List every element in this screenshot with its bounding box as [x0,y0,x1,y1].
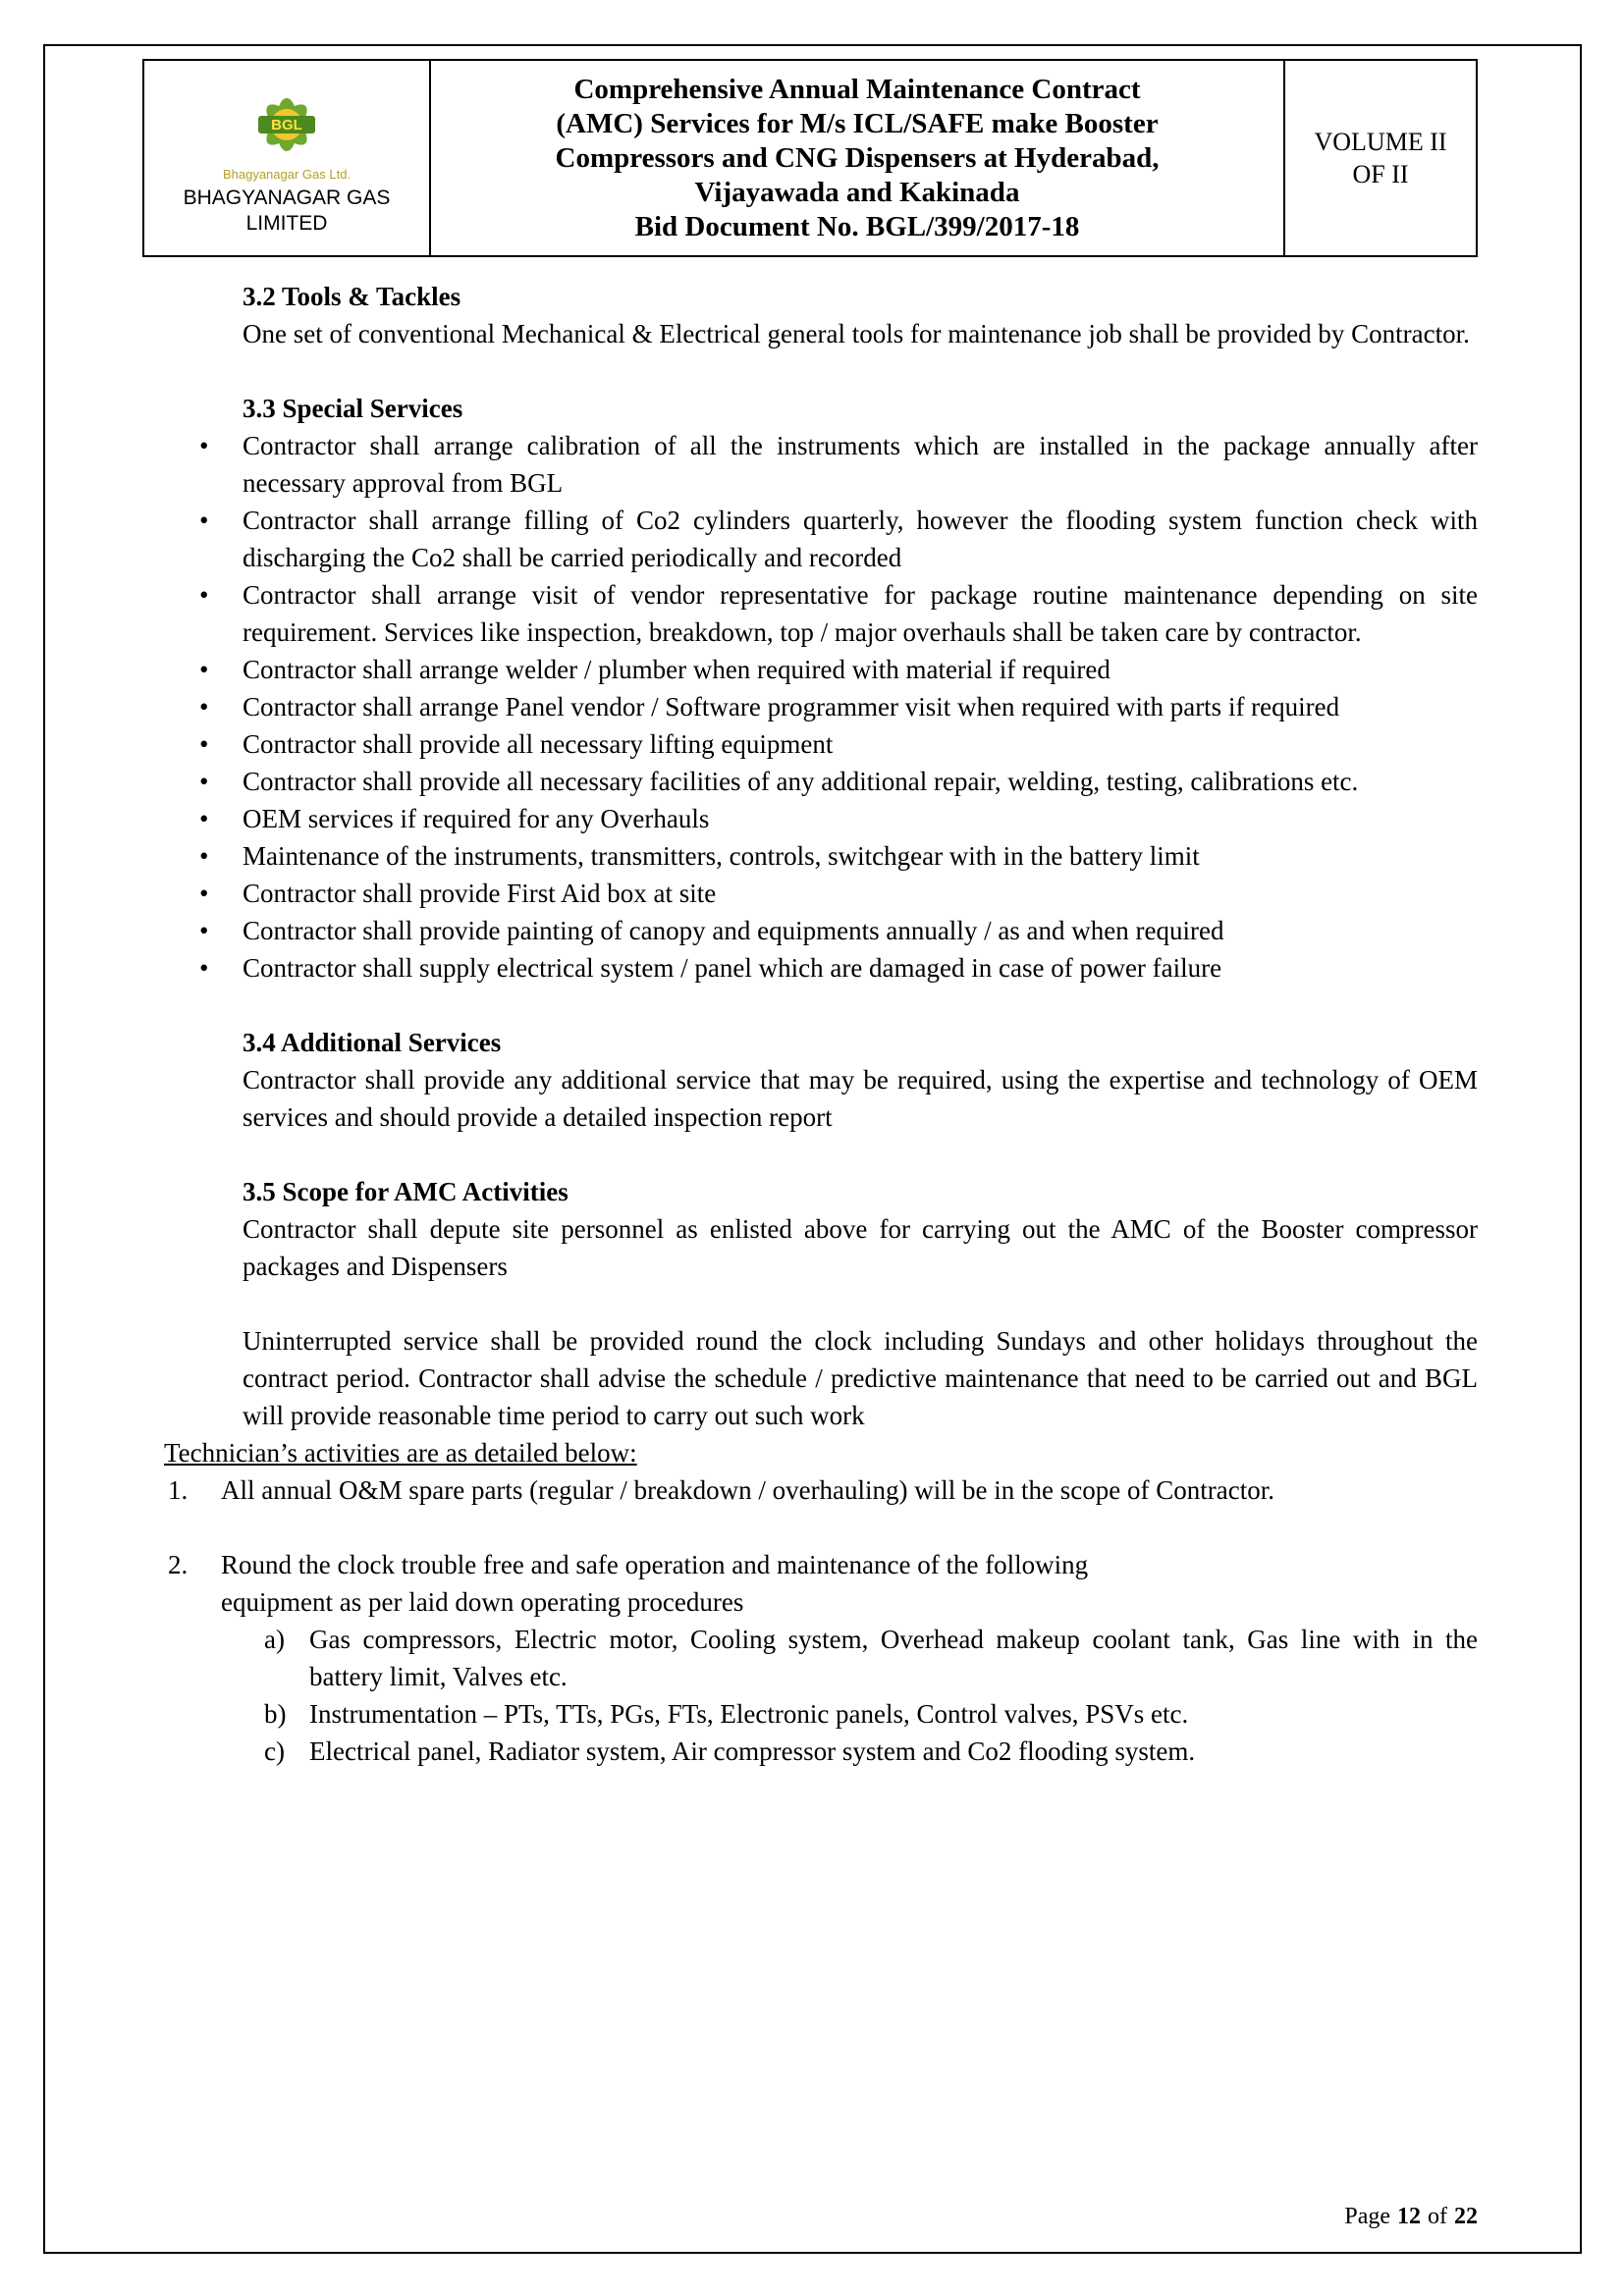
company-name [184,186,391,237]
bullet-item [164,688,1478,725]
bullet-item [164,949,1478,987]
section-gap [164,1136,1478,1173]
title-line-1: Comprehensive Annual Maintenance Contract [573,73,1141,105]
bullet-icon: • [199,953,209,983]
section-gap [164,352,1478,390]
section-gap [164,1509,1478,1546]
sub-item-c [164,1733,1478,1770]
bullet-item [164,427,1478,502]
section-heading-3-5: 3.5 Scope for AMC Activities [243,1177,568,1206]
bullet-item [164,763,1478,800]
sub-item-text: Gas compressors, Electric motor, Cooling system, Overhead makeup coolant tank, Gas line with in the battery limit, Valves etc. [309,1625,1478,1691]
section-heading-3-2: 3.2 Tools & Tackles [243,282,461,311]
list-letter: a) [264,1625,285,1654]
numbered-item-text: All annual O&M spare parts (regular / breakdown / overhauling) will be in the scope of Contractor. [221,1475,1274,1505]
numbered-item-text-line-1: Round the clock trouble free and safe operation and maintenance of the following [221,1550,1089,1579]
company-name-line-2: LIMITED [245,211,328,235]
sub-item-a [164,1621,1478,1695]
title-line-4: Vijayawada and Kakinada [694,176,1020,208]
bullet-text: Contractor shall arrange Panel vendor / Software programmer visit when required with parts if required [243,692,1340,721]
bullet-text: Contractor shall provide painting of canopy and equipments annually / as and when required [243,916,1224,945]
bullet-icon: • [199,841,209,871]
page-label: Page [1344,2204,1390,2229]
document-header [142,59,1478,257]
bullet-item [164,912,1478,949]
bullet-text: Contractor shall arrange visit of vendor representative for package routine maintenance depending on site requirement. Services like inspection, breakdown, top / major overhauls shall be taken care by contractor. [243,580,1478,647]
bullet-text: Maintenance of the instruments, transmitters, controls, switchgear with in the battery limit [243,841,1200,871]
sub-item-text: Instrumentation – PTs, TTs, PGs, FTs, Electronic panels, Control valves, PSVs etc. [309,1699,1189,1729]
bgl-logo-icon [233,80,341,171]
section-heading-3-3: 3.3 Special Services [243,394,463,423]
section-heading-3-4: 3.4 Additional Services [243,1028,502,1057]
bullet-item [164,875,1478,912]
bullet-icon: • [199,804,209,833]
bullet-text: Contractor shall arrange welder / plumber when required with material if required [243,655,1110,684]
bullet-icon: • [199,767,209,796]
section-gap [164,987,1478,1024]
bullet-item [164,837,1478,875]
bullet-icon: • [199,729,209,759]
bullet-text: OEM services if required for any Overhauls [243,804,710,833]
bullet-item [164,800,1478,837]
section-3-4-paragraph: Contractor shall provide any additional service that may be required, using the expertise and technology of OEM services and should provide a detailed inspection report [243,1065,1478,1132]
bullet-icon: • [199,655,209,684]
of-label: of [1428,2204,1447,2229]
numbered-item-text-line-2: equipment as per laid down operating procedures [221,1587,744,1617]
logo-cell [144,61,431,255]
page-number: 12 [1397,2204,1421,2229]
volume-box [1283,61,1476,255]
volume-line-2: OF II [1352,160,1409,188]
bullet-icon: • [199,580,209,610]
logo-acronym: BGL [271,116,302,133]
document-body [164,278,1478,1770]
bullet-text: Contractor shall provide First Aid box at site [243,879,717,908]
list-letter: c) [264,1736,285,1766]
bullet-item [164,576,1478,651]
document-title [431,61,1283,255]
volume-line-1: VOLUME II [1314,128,1447,156]
bullet-icon: • [199,916,209,945]
numbered-item-1 [164,1471,1478,1509]
page-footer [164,2202,1478,2231]
sub-item-b [164,1695,1478,1733]
special-services-bullet-list [164,427,1478,987]
list-letter: b) [264,1699,287,1729]
section-3-5-paragraph-2: Uninterrupted service shall be provided round the clock including Sundays and other holidays throughout the contract period. Contractor shall advise the schedule / predictive maintenance that need to be carried out and BGL will provide reasonable time period to carry out such work [243,1326,1478,1430]
company-name-line-1: BHAGYANAGAR GAS [183,186,391,209]
logo-tagline: Bhagyanagar Gas Ltd. [222,166,352,182]
bullet-text: Contractor shall arrange filling of Co2 cylinders quarterly, however the flooding system function check with discharging the Co2 shall be carried periodically and recorded [243,506,1478,572]
bid-document-number: Bid Document No. BGL/399/2017-18 [634,210,1080,242]
bullet-item [164,651,1478,688]
bullet-icon: • [199,879,209,908]
bullet-text: Contractor shall supply electrical system / panel which are damaged in case of power failure [243,953,1222,983]
bullet-icon: • [199,506,209,535]
section-3-5-paragraph-1: Contractor shall depute site personnel as enlisted above for carrying out the AMC of the Booster compressor packages and Dispensers [243,1214,1478,1281]
title-line-2: (AMC) Services for M/s ICL/SAFE make Booster [556,107,1159,139]
bullet-icon: • [199,692,209,721]
bullet-item [164,502,1478,576]
technician-activities-intro: Technician’s activities are as detailed below: [164,1438,637,1468]
bullet-icon: • [199,431,209,460]
list-number: 1. [168,1475,189,1505]
section-3-2-paragraph: One set of conventional Mechanical & Electrical general tools for maintenance job shall be provided by Contractor. [243,319,1470,348]
numbered-item-2 [164,1546,1478,1621]
section-gap [164,1285,1478,1322]
bullet-text: Contractor shall provide all necessary facilities of any additional repair, welding, testing, calibrations etc. [243,767,1359,796]
bullet-text: Contractor shall arrange calibration of all the instruments which are installed in the package annually after necessary approval from BGL [243,431,1478,498]
total-pages: 22 [1454,2204,1478,2229]
list-number: 2. [168,1550,189,1579]
bullet-item [164,725,1478,763]
bullet-text: Contractor shall provide all necessary lifting equipment [243,729,834,759]
title-line-3: Compressors and CNG Dispensers at Hyderabad, [555,141,1160,174]
sub-item-text: Electrical panel, Radiator system, Air compressor system and Co2 flooding system. [309,1736,1196,1766]
